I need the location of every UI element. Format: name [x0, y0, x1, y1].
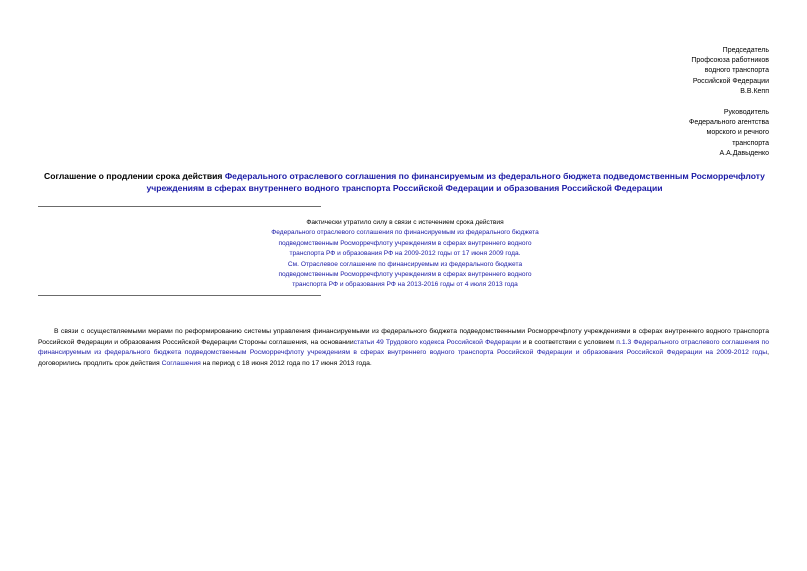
signature-line: морского и речного [706, 129, 769, 137]
signature-name: В.В.Кепп [740, 87, 769, 95]
body-text-part: и в соответствии с условием [520, 338, 617, 346]
divider-top [38, 206, 321, 207]
signature-line: водного транспорта [704, 67, 769, 75]
agreement-clause-link[interactable]: п.1.3 Федерального отраслевого соглашения по финансируемым из федерального бюджета подведомственным Росморречфлоту учреждениям в сферах внутреннего водного транспорта Российской Федерации и образования Российской Федерации на 2009-2012 годы [38, 338, 769, 357]
signature-line: транспорта [732, 139, 769, 147]
status-note-link-line: транспорта РФ и образования РФ на 2013-2016 годы от 4 июля 2013 года [292, 281, 518, 289]
title-prefix: Соглашение о продлении срока действия [44, 171, 225, 181]
status-note-link-line: транспорта РФ и образования РФ на 2009-2012 годы от 17 июня 2009 года. [289, 250, 521, 258]
expired-agreement-link[interactable] [200, 228, 610, 259]
body-text-part: , договорились продлить срок действия [38, 349, 769, 367]
signature-line: Председатель [722, 47, 769, 54]
body-text-part: В связи с осуществляемыми мерами по реформированию системы управления финансируемыми из федерального бюджета подведомственными Росморречфлоту учреждениями в сферах внутреннего водного транспорта Российской Федерации и образования Российской Федерации Стороны соглашения, на основании [38, 328, 769, 346]
signature-line: Профсоюза работников [691, 57, 769, 65]
status-note-link-line: подведомственным Росморречфлоту учреждениям в сферах внутреннего водного [278, 271, 532, 279]
signature-line: Российской Федерации [692, 77, 769, 85]
head-signature-block [689, 108, 769, 159]
signature-name: А.А.Давыденко [719, 149, 769, 157]
title-agreement-link[interactable]: Федерального отраслевого соглашения по финансируемым из федерального бюджета подведомственным Росморречфлоту учреждениям в сферах внутреннего водного транспорта Российской Федерации и образования Российской Федерации [146, 171, 765, 193]
signature-line: Руководитель [723, 109, 769, 116]
status-note-link-line: подведомственным Росморречфлоту учреждениям в сферах внутреннего водного [278, 239, 532, 247]
body-text-part: на период с 18 июня 2012 года по 17 июня 2013 года. [200, 359, 372, 367]
divider-bottom [38, 295, 321, 296]
status-note [200, 218, 610, 291]
agreement-link[interactable]: Соглашения [161, 359, 201, 367]
body-paragraph [38, 327, 769, 369]
status-note-line: Фактически утратило силу в связи с истечением срока действия [306, 219, 504, 226]
document-title [40, 170, 769, 194]
status-note-link-line: Федерального отраслевого соглашения по финансируемым из федерального бюджета [271, 229, 539, 237]
labor-code-link[interactable]: статьи 49 Трудового кодекса Российской Федерации [353, 338, 521, 346]
new-agreement-link[interactable] [200, 260, 610, 291]
signature-line: Федерального агентства [689, 119, 769, 127]
status-note-link-line: См. Отраслевое соглашение по финансируемым из федерального бюджета [287, 260, 523, 268]
chairman-signature-block [691, 46, 769, 97]
